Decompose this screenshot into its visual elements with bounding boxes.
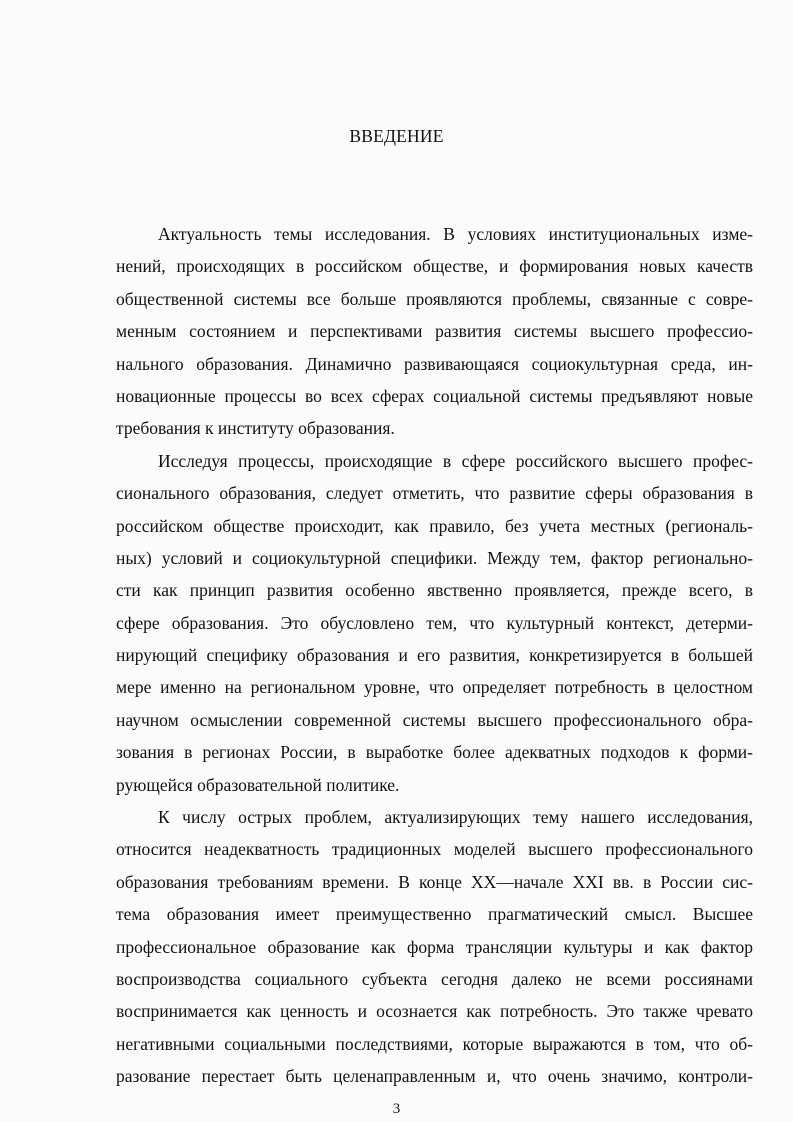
text-line: мере именно на региональном уровне, что определяет потребность в целостном [116,677,753,698]
text-line: зования в регионах России, в выработке более адекватных подходов к форми- [116,742,753,763]
text-line: новационные процессы во всех сферах социальной системы предъявляют новые [116,385,753,406]
text-line: тема образования имеет преимущественно прагматический смысл. Высшее [116,904,753,925]
text-line: воспроизводства социального субъекта сегодня далеко не всеми россиянами [116,968,753,989]
text-line: разование перестает быть целенаправленным и, что очень значимо, контроли- [116,1066,753,1087]
text-line: научном осмыслении современной системы высшего профессионального обра- [116,709,753,730]
text-line: ных) условий и социокультурной специфики. Между тем, фактор регионально- [116,547,753,568]
text-line: нального образования. Динамично развивающаяся социокультурная среда, ин- [116,353,753,374]
text-line: нирующий специфику образования и его развития, конкретизируется в большей [116,645,753,666]
text-line: профессиональное образование как форма трансляции культуры и как фактор [116,936,753,957]
text-line: негативными социальными последствиями, которые выражаются в том, что об- [116,1033,753,1054]
text-line: образования требованиям времени. В конце XX—начале XXI вв. в России сис- [116,871,753,892]
text-line: сионального образования, следует отметить, что развитие сферы образования в [116,483,753,504]
text-line: нений, происходящих в российском обществе, и формирования новых качеств [116,256,753,277]
text-line: общественной системы все больше проявляются проблемы, связанные с совре- [116,288,753,309]
text-line: Актуальность темы исследования. В условиях институциональных изме- [158,224,753,244]
text-line: сти как принцип развития особенно явственно проявляется, прежде всего, в [116,580,753,601]
text-line: рующейся образовательной политике. [116,774,400,795]
text-line: требования к институту образования. [116,418,395,439]
page-number: 3 [392,1101,401,1117]
text-line: относится неадекватность традиционных моделей высшего профессионального [116,839,753,860]
text-line: менным состоянием и перспективами развития системы высшего профессио- [116,321,753,342]
section-title: ВВЕДЕНИЕ [349,126,444,146]
text-line: российском обществе происходит, как правило, без учета местных (региональ- [116,515,753,536]
text-line: сфере образования. Это обусловлено тем, что культурный контекст, детерми- [116,612,753,633]
text-line: Исследуя процессы, происходящие в сфере российского высшего профес- [158,450,753,471]
body-text [116,218,753,1093]
text-line: воспринимается как ценность и осознается как потребность. Это также чревато [116,1001,753,1022]
text-line: К числу острых проблем, актуализирующих тему нашего исследования, [158,807,753,828]
